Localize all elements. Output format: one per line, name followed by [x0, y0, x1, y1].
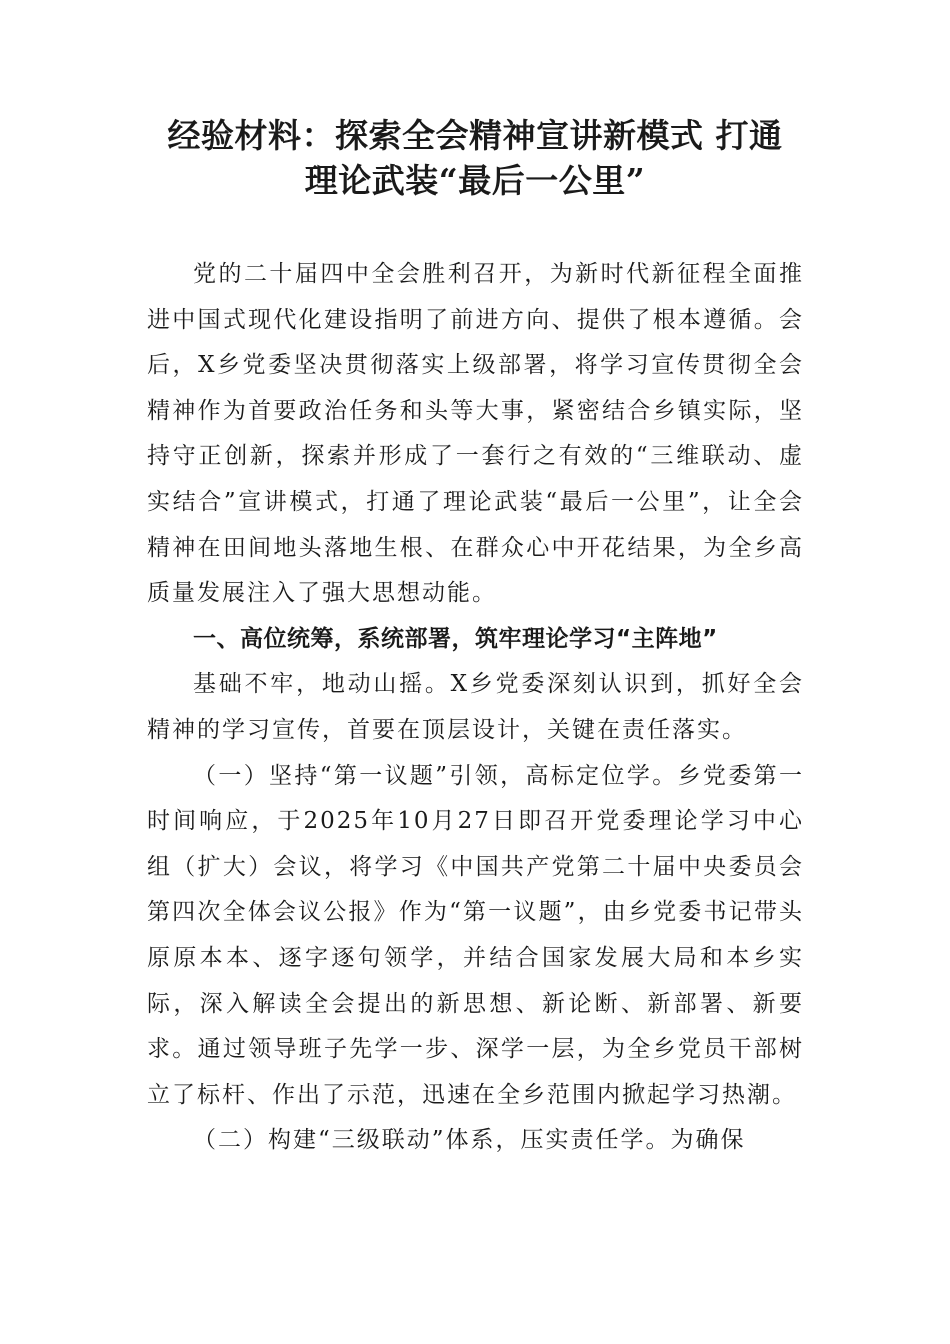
subsection-1-paragraph: （一）坚持“第一议题”引领，高标定位学。乡党委第一时间响应，于2025年10月27日即召开党委理论学习中心组（扩大）会议，将学习《中国共产党第二十届中央委员会第四次全体会议公报》作为“第一议题”，由乡党委书记带头原原本本、逐字逐句领学，并结合国家发展大局和本乡实际，深入解读全会提出的新思想、新论断、新部署、新要求。通过领导班子先学一步、深学一层，为全乡党员干部树立了标杆、作出了示范，迅速在全乡范围内掀起学习热潮。	[147, 762, 804, 1108]
document-title-line-2: 理论武装“最后一公里”	[304, 161, 646, 200]
section-heading-1: 一、高位统筹，系统部署，筑牢理论学习“主阵地”	[193, 625, 718, 652]
subsection-2-paragraph: （二）构建“三级联动”体系，压实责任学。为确保	[193, 1127, 746, 1154]
intro-paragraph: 党的二十届四中全会胜利召开，为新时代新征程全面推进中国式现代化建设指明了前进方向、提供了根本遵循。会后，X乡党委坚决贯彻落实上级部署，将学习宣传贯彻全会精神作为首要政治任务和头等大事，紧密结合乡镇实际，坚持守正创新，探索并形成了一套行之有效的“三维联动、虚实结合”宣讲模式，打通了理论武装“最后一公里”，让全会精神在田间地头落地生根、在群众心中开花结果，为全乡高质量发展注入了强大思想动能。	[147, 261, 804, 607]
document-body	[147, 252, 804, 1164]
section-1-intro-paragraph: 基础不牢，地动山摇。X乡党委深刻认识到，抓好全会精神的学习宣传，首要在顶层设计，关键在责任落实。	[147, 671, 804, 743]
document-title-line-1: 经验材料：探索全会精神宣讲新模式 打通	[167, 116, 783, 155]
